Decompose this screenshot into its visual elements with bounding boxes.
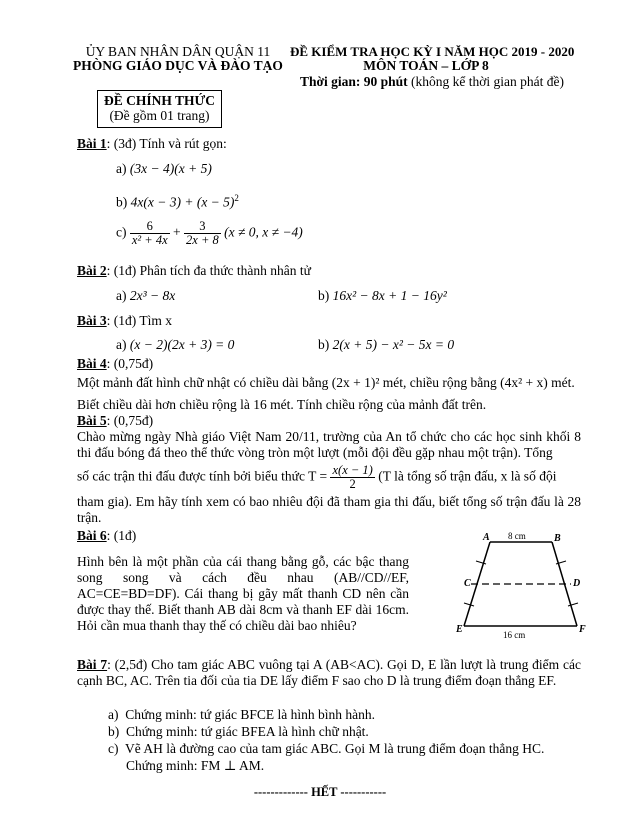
label-d: D [573,578,581,589]
label-b: B [554,533,561,544]
label-a: A [483,532,490,543]
exam-title: ĐỀ KIỂM TRA HỌC KỲ I NĂM HỌC 2019 - 2020 [290,44,575,59]
bai4-heading: Bài 4: (0,75đ) [77,356,154,371]
bai3-b: b) 2(x + 5) − x² − 5x = 0 [318,337,455,352]
bai5-formula-line: số các trận thi đấu được tính bởi biểu thức T = $\frac{x(x - 1)}{2}$ (T là tổng số trận đấu, x là số đội [77,463,557,491]
header-department: PHÒNG GIÁO DỤC VÀ ĐÀO TẠO [73,58,283,73]
exam-time: Thời gian: 90 phút (không kể thời gian phát đề) [300,74,564,89]
bai3-a: a) (x − 2)(2x + 3) = 0 [116,337,235,352]
bai1-heading: Bài 1: (3đ) Tính và rút gọn: [77,136,227,151]
header-authority: ỦY BAN NHÂN DÂN QUẬN 11 [85,44,271,59]
bai4-line1: Một mảnh đất hình chữ nhật có chiều dài bằng (2x + 1)² mét, chiều rộng bằng (4x² + x) mét. [77,375,575,390]
bai5-para2: tham gia). Em hãy tính xem có bao nhiêu đội đã tham gia thi đấu, biết tổng số trận đấu là 28 trận. [77,494,581,525]
bai7-c: c) Vẽ AH là đường cao của tam giác ABC. Gọi M là trung điểm đoạn thẳng HC. [108,741,545,756]
label-ef-length: 16 cm [503,630,526,640]
bai1-c: c) $\frac{6}{\text{x² + 4x}}$ + $\frac{3}{2x + 8}$ (x ≠ 0, x ≠ −4) [116,219,303,247]
bai6-para: Hình bên là một phần của cái thang bằng gỗ, các bậc thang song song và cách đều nhau (AB//CD//EF, AC=CE=BD=DF). Cái thang bị gãy mất thanh CD nên cần được thay thế. Biết thanh AB dài 8cm và thanh EF dài 16cm. Hỏi cần mua thanh thay thế có chiều dài bao nhiêu? [77,554,409,633]
bai2-heading: Bài 2: (1đ) Phân tích đa thức thành nhân tử [77,263,311,278]
bai7-b: b) Chứng minh: tứ giác BFEA là hình chữ nhật. [108,724,369,739]
bai3-heading: Bài 3: (1đ) Tìm x [77,313,173,328]
exam-subject: MÔN TOÁN – LỚP 8 [363,58,489,73]
bai7-a: a) Chứng minh: tứ giác BFCE là hình bình hành. [108,707,375,722]
label-e: E [456,624,463,635]
ladder-figure [450,528,595,648]
bai1-a: a) (3x − 4)(x + 5) [116,161,212,176]
official-subtitle: (Đề gồm 01 trang) [109,108,210,123]
label-f: F [579,624,586,635]
bai2-b: b) 16x² − 8x + 1 − 16y² [318,288,447,303]
label-ab-length: 8 cm [508,531,526,541]
bai5-para1: Chào mừng ngày Nhà giáo Việt Nam 20/11, trường của An tổ chức cho các học sinh khối 8 thi đấu bóng đá theo thể thức vòng tròn một lượt (mỗi đội đều gặp nhau một trận). Tổng [77,429,581,460]
bai4-line2: Biết chiều dài hơn chiều rộng là 16 mét. Tính chiều rộng của mảnh đất trên. [77,397,487,412]
end-marker: ------------- HẾT ----------- [253,785,387,799]
official-title: ĐỀ CHÍNH THỨC [103,93,215,108]
bai2-a: a) 2x³ − 8x [116,288,176,303]
bai7-c-line2: Chứng minh: FM ⊥ AM. [126,758,265,773]
label-c: C [464,578,471,589]
bai7-intro: Bài 7: (2,5đ) Cho tam giác ABC vuông tại A (AB<AC). Gọi D, E lần lượt là trung điểm các cạnh BC, AC. Trên tia đối của tia DE lấy điểm F sao cho D là trung điểm đoạn thẳng EF. [77,657,581,688]
bai5-heading: Bài 5: (0,75đ) [77,413,154,428]
bai6-heading: Bài 6: (1đ) [77,528,137,543]
bai1-b: b) $4x(x - 3) + (x - 5)^2$ [116,193,239,210]
